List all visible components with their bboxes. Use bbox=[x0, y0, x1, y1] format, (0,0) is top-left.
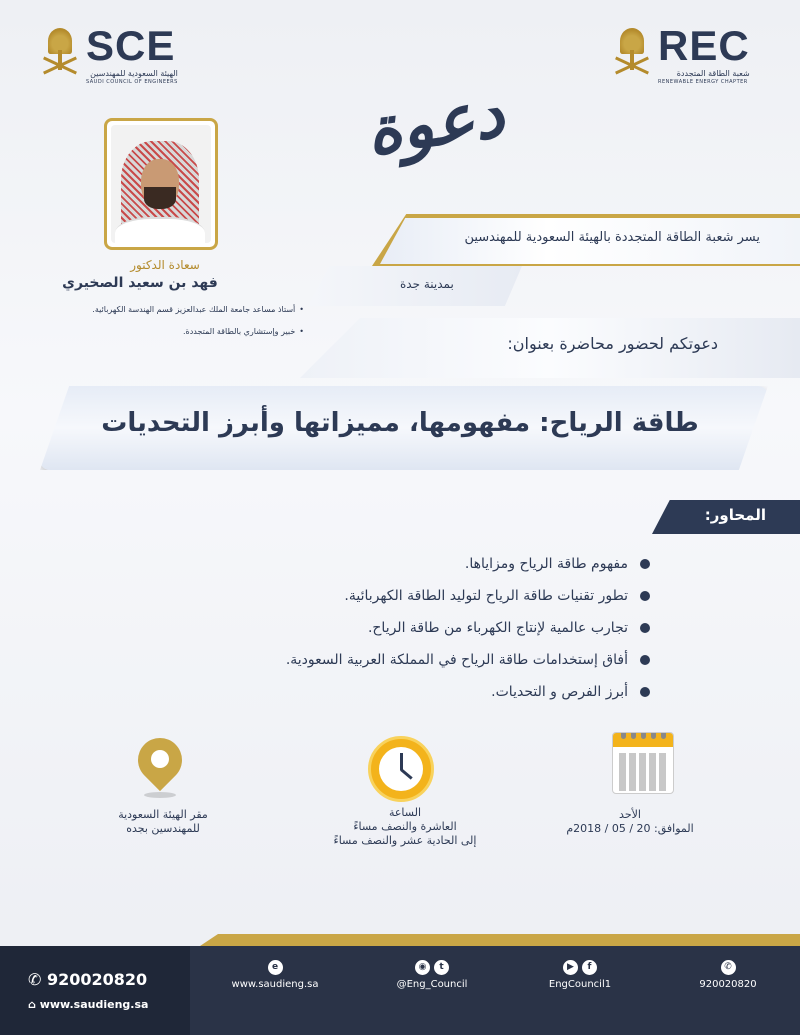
date-info: الأحد الموافق: 20 / 05 / 2018م bbox=[566, 808, 694, 835]
axis-item: مفهوم طاقة الرياح ومزاياها. bbox=[150, 548, 650, 580]
footer-website[interactable]: ⌂ www.saudieng.sa bbox=[28, 998, 149, 1011]
invitation-text: دعوتكم لحضور محاضرة بعنوان: bbox=[507, 334, 718, 353]
footer-contact-panel bbox=[0, 946, 190, 1035]
axis-item: أفاق إستخدامات طاقة الرياح في المملكة العربية السعودية. bbox=[150, 644, 650, 676]
youtube-icon: ▶ bbox=[563, 960, 578, 975]
phone-icon: ✆ bbox=[28, 970, 47, 989]
rec-mark: REC bbox=[658, 22, 750, 69]
speaker-bio-item: • أستاذ مساعد جامعة الملك عبدالعزيز قسم الهندسة الكهربائية. bbox=[4, 305, 304, 314]
speaker-name: فهد بن سعيد الصخيري bbox=[62, 275, 218, 291]
invitation-title: دعوة bbox=[361, 73, 509, 171]
footer-phone[interactable]: ✆ 920020820 bbox=[28, 970, 148, 989]
speaker-title: سعادة الدكتور bbox=[130, 258, 200, 272]
axes-list bbox=[150, 548, 650, 708]
speaker-photo bbox=[104, 118, 218, 250]
axis-item: تجارب عالمية لإنتاج الكهرباء من طاقة الرياح. bbox=[150, 612, 650, 644]
web-icon: e bbox=[268, 960, 283, 975]
footer-gold-stripe bbox=[200, 934, 800, 946]
snapchat-icon: ◉ bbox=[415, 960, 430, 975]
location-info: مقر الهيئة السعودية للمهندسين بجده bbox=[118, 808, 208, 835]
bullet-icon bbox=[640, 687, 650, 697]
city-text: بمدينة جدة bbox=[400, 277, 454, 291]
bullet-icon bbox=[640, 623, 650, 633]
facebook-icon: f bbox=[582, 960, 597, 975]
sce-english-name: SAUDI COUNCIL OF ENGINEERS bbox=[86, 79, 178, 85]
axes-heading: المحاور: bbox=[704, 506, 766, 524]
phone-icon: ✆ bbox=[721, 960, 736, 975]
clock-icon bbox=[368, 736, 434, 802]
axis-item: أبرز الفرص و التحديات. bbox=[150, 676, 650, 708]
time-info: الساعة العاشرة والنصف مساءً إلى الحادية عشر والنصف مساءً bbox=[333, 806, 477, 847]
bullet-icon bbox=[640, 559, 650, 569]
rec-arabic-name: شعبة الطاقة المتجددة bbox=[676, 69, 750, 78]
twitter-icon: t bbox=[434, 960, 449, 975]
footer-social-link[interactable]: ▶ f EngCouncil1 bbox=[548, 962, 612, 990]
lecture-topic: طاقة الرياح: مفهومها، مميزاتها وأبرز التحديات bbox=[101, 408, 699, 438]
sce-mark: SCE bbox=[86, 22, 176, 69]
host-banner-text: يسر شعبة الطاقة المتجددة بالهيئة السعودية للمهندسين bbox=[464, 230, 760, 245]
sce-arabic-name: الهيئة السعودية للمهندسين bbox=[90, 69, 178, 78]
sce-logo bbox=[40, 20, 210, 90]
rec-english-name: RENEWABLE ENERGY CHAPTER bbox=[658, 79, 748, 85]
bullet-icon bbox=[640, 591, 650, 601]
saudi-emblem-icon bbox=[40, 28, 80, 82]
bullet-icon bbox=[640, 655, 650, 665]
rec-logo bbox=[612, 20, 772, 90]
saudi-emblem-icon bbox=[612, 28, 652, 82]
footer-phone-link[interactable]: ✆ 920020820 bbox=[699, 962, 757, 990]
footer-social-link[interactable]: ◉ t @Eng_Council bbox=[396, 962, 468, 990]
calendar-icon bbox=[612, 732, 674, 794]
speaker-bio-item: • خبير وإستشاري بالطاقة المتجددة. bbox=[4, 327, 304, 336]
home-icon: ⌂ bbox=[28, 998, 40, 1011]
location-pin-icon bbox=[138, 738, 182, 798]
footer-website-link[interactable]: e www.saudieng.sa bbox=[231, 962, 319, 990]
axis-item: تطور تقنيات طاقة الرياح لتوليد الطاقة الكهربائية. bbox=[150, 580, 650, 612]
